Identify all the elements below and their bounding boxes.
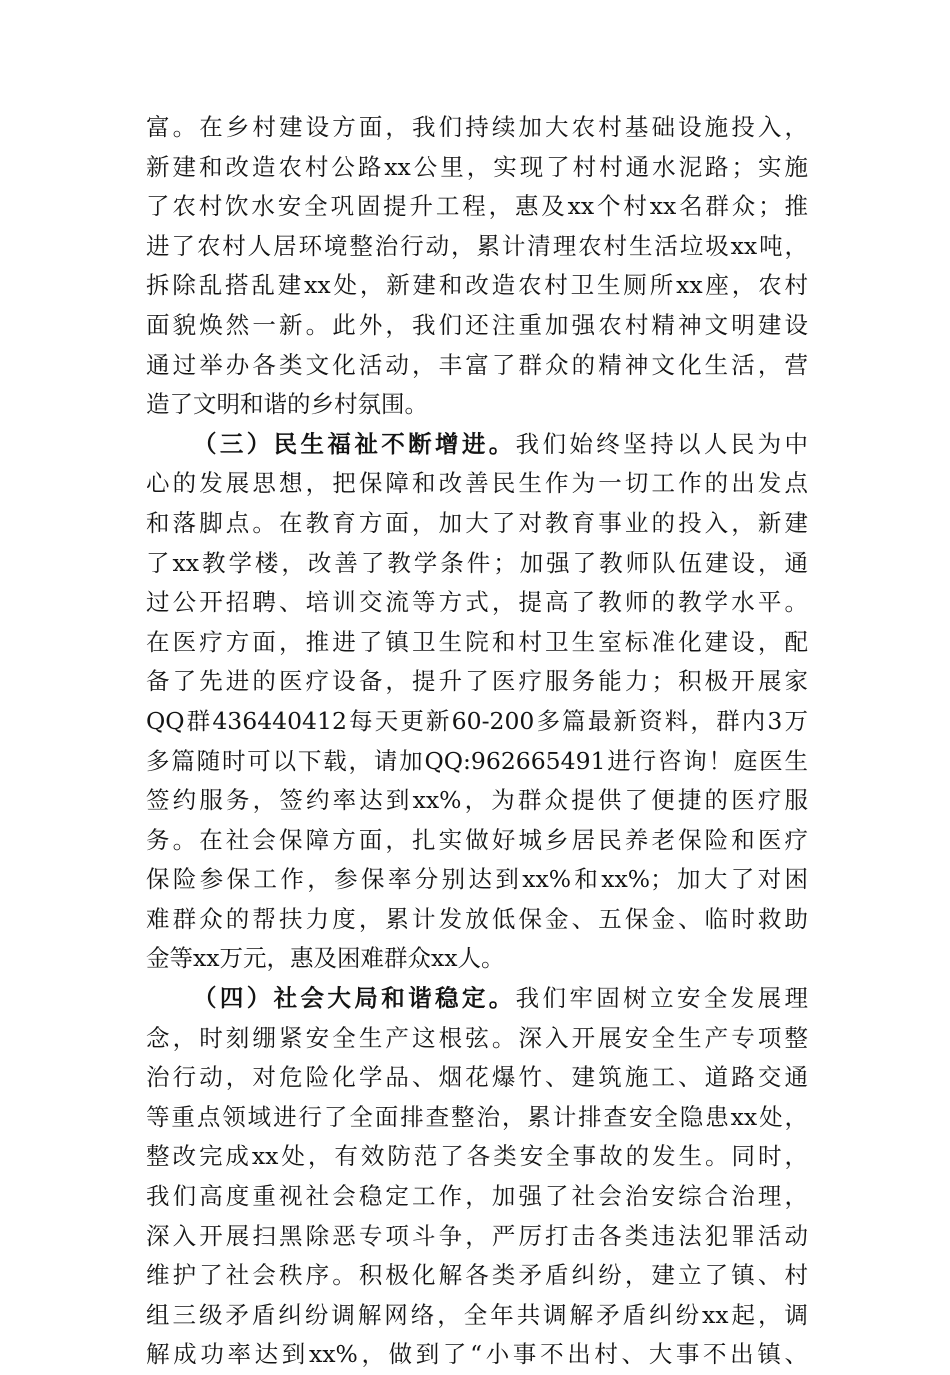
text-line: 面貌焕然一新。此外，我们还注重加强农村精神文明建设 [146,310,808,339]
section-heading-line [146,425,808,465]
section-heading-text: 我们牢固树立安全发展理 [515,984,809,1013]
text-line: 富。在乡村建设方面，我们持续加大农村基础设施投入， [146,113,808,141]
text-line: 深入开展扫黑除恶专项斗争，严厉打击各类违法犯罪活动 [146,1221,808,1250]
text-line: 造了文明和谐的乡村氛围。 [146,390,428,419]
text-line: 和落脚点。在教育方面，加大了对教育事业的投入，新建 [146,508,808,537]
text-line: 拆除乱搭乱建xx处，新建和改造农村卫生厕所xx座，农村 [146,271,808,300]
text-line: 解成功率达到xx%，做到了“小事不出村、大事不出镇、 [146,1340,808,1369]
text-line: 通过举办各类文化活动，丰富了群众的精神文化生活，营 [146,350,808,379]
text-line: 进了农村人居环境整治行动，累计清理农村生活垃圾xx吨， [146,231,808,260]
text-line: 保险参保工作，参保率分别达到xx%和xx%；加大了对困 [146,865,808,894]
text-line: 金等xx万元，惠及困难群众xx人。 [146,944,505,973]
text-line: 组三级矛盾纠纷调解网络，全年共调解矛盾纠纷xx起，调 [146,1300,808,1329]
text-line: 整改完成xx处，有效防范了各类安全事故的发生。同时， [146,1142,808,1171]
text-line: 了xx教学楼，改善了教学条件；加强了教师队伍建设，通 [146,548,808,577]
document-body [146,108,808,1375]
section-heading: （四）社会大局和谐稳定。 [193,984,516,1013]
text-line: 治行动，对危险化学品、烟花爆竹、建筑施工、道路交通 [146,1063,808,1092]
text-line: 心的发展思想，把保障和改善民生作为一切工作的出发点 [146,469,808,498]
text-line: 备了先进的医疗设备，提升了医疗服务能力；积极开展家 [146,667,808,696]
text-line: 签约服务，签约率达到xx%，为群众提供了便捷的医疗服 [146,786,808,815]
text-line: 我们高度重视社会稳定工作，加强了社会治安综合治理， [146,1182,808,1211]
section-heading-line [146,979,808,1019]
text-line: 多篇随时可以下载，请加QQ:962665491进行咨询！庭医生 [146,746,808,775]
text-line: 等重点领域进行了全面排查整治，累计排查安全隐患xx处， [146,1102,808,1131]
text-line: 了农村饮水安全巩固提升工程，惠及xx个村xx名群众；推 [146,192,808,221]
text-line: 维护了社会秩序。积极化解各类矛盾纠纷，建立了镇、村 [146,1261,808,1290]
text-line: 过公开招聘、培训交流等方式，提高了教师的教学水平。 [146,588,808,617]
section-heading-text: 我们始终坚持以人民为中 [515,429,809,458]
text-line: 务。在社会保障方面，扎实做好城乡居民养老保险和医疗 [146,825,808,854]
text-line: QQ群436440412每天更新60-200多篇最新资料，群内3万 [146,706,808,735]
text-line: 念，时刻绷紧安全生产这根弦。深入开展安全生产专项整 [146,1023,808,1052]
text-line: 难群众的帮扶力度，累计发放低保金、五保金、临时救助 [146,904,808,933]
section-heading: （三）民生福祉不断增进。 [193,429,516,458]
text-line: 新建和改造农村公路xx公里，实现了村村通水泥路；实施 [146,152,808,181]
text-line: 在医疗方面，推进了镇卫生院和村卫生室标准化建设，配 [146,627,808,656]
